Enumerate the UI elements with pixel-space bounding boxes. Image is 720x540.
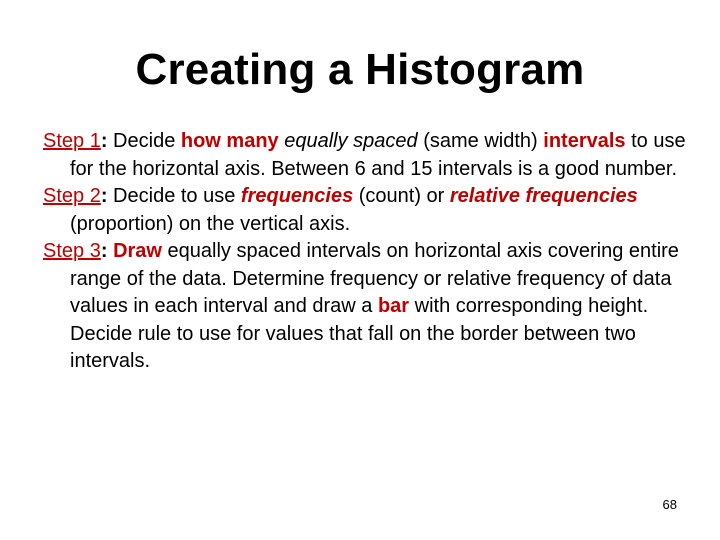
- step-1-how-many: how many: [180, 130, 279, 152]
- step-1: [43, 128, 693, 183]
- step-3-bar: bar: [377, 295, 410, 317]
- step-2-frequencies: frequencies: [240, 185, 354, 207]
- step-1-text: Decide: [107, 130, 181, 152]
- slide-title: Creating a Histogram: [135, 45, 585, 94]
- step-2-text: Decide to use: [107, 185, 241, 207]
- step-2: [43, 183, 693, 238]
- step-3-label: Step 3: [43, 240, 101, 262]
- step-1-text: (same width): [417, 130, 544, 152]
- step-2-relative-frequencies: relative frequencies: [449, 185, 638, 207]
- step-3-text: with corresponding height. Decide rule to use for values that fall on the border between two intervals.: [70, 295, 649, 372]
- page-number: 68: [662, 497, 677, 512]
- step-3: [43, 238, 693, 376]
- step-3-colon: :: [100, 240, 108, 262]
- step-2-text: (count) or: [353, 185, 450, 207]
- step-2-text: (proportion) on the vertical axis.: [70, 212, 351, 235]
- step-1-colon: :: [100, 130, 108, 152]
- step-1-intervals: intervals: [543, 130, 626, 152]
- step-1-text: to use for the horizontal axis. Between 6 and 15 intervals is a good number.: [70, 130, 686, 180]
- step-3-draw: Draw: [113, 240, 162, 262]
- step-1-equally-spaced: equally spaced: [284, 130, 418, 152]
- step-3-text: equally spaced intervals on horizontal axis covering entire range of the data. Determine frequency or relative frequency of data values in each interval and draw a: [70, 240, 679, 317]
- slide-body: [43, 128, 693, 376]
- step-1-label: Step 1: [43, 130, 101, 152]
- step-2-label: Step 2: [43, 185, 101, 207]
- step-2-colon: :: [100, 185, 108, 207]
